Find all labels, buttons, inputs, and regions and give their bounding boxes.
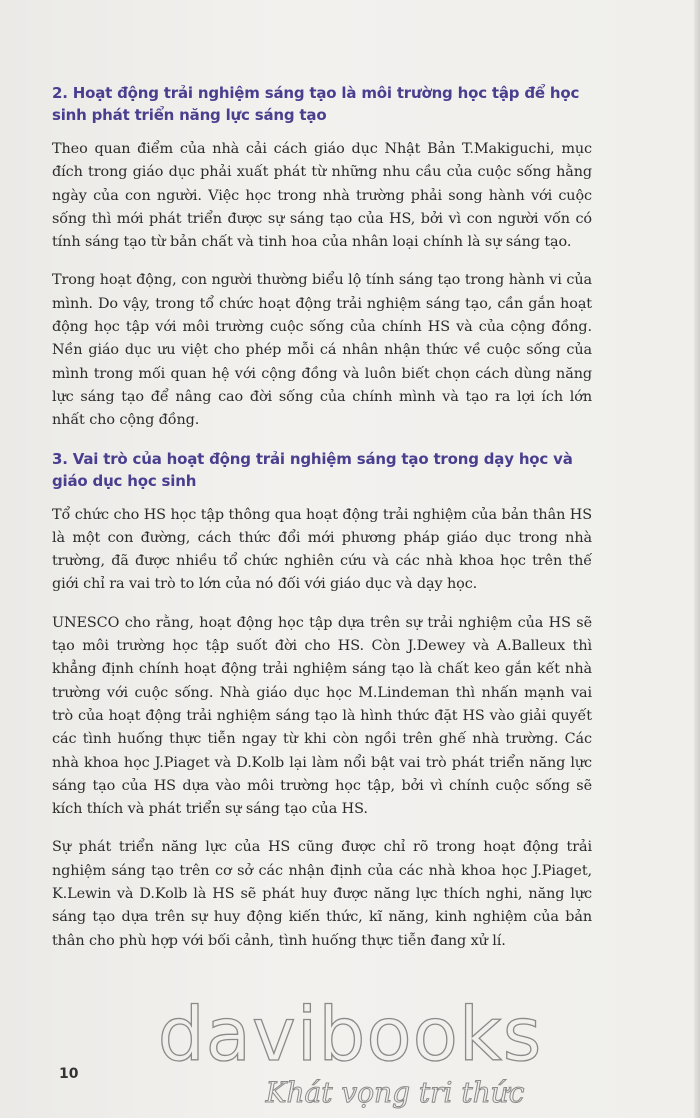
- page-spine-shadow: [694, 0, 700, 1118]
- section-2-paragraph-2: Trong hoạt động, con người thường biểu lộ tính sáng tạo trong hành vi của mình. Do vậy, trong tổ chức hoạt động trải nghiệm sáng tạo, cần gắn hoạt động học tập với môi trường cuộc sống của chính HS và của cộng đồng. Nền giáo dục ưu việt cho phép mỗi cá nhân nhận thức về cuộc sống của mình trong mối quan hệ với cộng đồng và luôn biết chọn cách dùng năng lực sáng tạo để nâng cao đời sống của chính mình và tạo ra lợi ích lớn nhất cho cộng đồng.: [52, 272, 592, 429]
- watermark-slogan: Khát vọng tri thức: [265, 1076, 525, 1109]
- page-number: 10: [59, 1066, 79, 1082]
- section-3-paragraph-3: Sự phát triển năng lực của HS cũng được chỉ rõ trong hoạt động trải nghiệm sáng tạo trên cơ sở các nhận định của các nhà khoa học J.Piaget, K.Lewin và D.Kolb là HS sẽ phát huy được năng lực thích nghi, năng lực sáng tạo dựa trên sự huy động kiến thức, kĩ năng, kinh nghiệm của bản thân cho phù hợp với bối cảnh, tình huống thực tiễn đang xử lí.: [52, 839, 592, 949]
- section-2-paragraph-1: Theo quan điểm của nhà cải cách giáo dục Nhật Bản T.Makiguchi, mục đích trong giáo dục phải xuất phát từ những nhu cầu của cuộc sống hằng ngày của con người. Việc học trong nhà trường phải song hành với cuộc sống thì mới phát triển được sự sáng tạo của HS, bởi vì con người vốn có tính sáng tạo từ bản chất và tinh hoa của nhân loại chính là sự sáng tạo.: [52, 141, 592, 251]
- section-3-paragraph-2: UNESCO cho rằng, hoạt động học tập dựa trên sự trải nghiệm của HS sẽ tạo môi trường học tập suốt đời cho HS. Còn J.Dewey và A.Balleux thì khẳng định chính hoạt động trải nghiệm sáng tạo là chất keo gắn kết nhà trường với cuộc sống. Nhà giáo dục học M.Lindeman thì nhấn mạnh vai trò của hoạt động trải nghiệm sáng tạo là hình thức đặt HS vào giải quyết các tình huống thực tiễn ngay từ khi còn ngồi trên ghế nhà trường. Các nhà khoa học J.Piaget và D.Kolb lại làm nổi bật vai trò phát triển năng lực sáng tạo của HS dựa vào môi trường học tập, bởi vì chính cuộc sống sẽ kích thích và phát triển sự sáng tạo của HS.: [52, 614, 592, 818]
- section-3: [52, 448, 592, 953]
- section-3-paragraph-1: Tổ chức cho HS học tập thông qua hoạt động trải nghiệm của bản thân HS là một con đường, cách thức đổi mới phương pháp giáo dục trong nhà trường, đã được nhiều tổ chức nghiên cứu và các nhà khoa học trên thế giới chỉ ra vai trò to lớn của nó đối với giáo dục và dạy học.: [52, 506, 592, 593]
- watermark-brand: davibooks: [157, 992, 543, 1078]
- page-content: [52, 82, 592, 968]
- section-3-heading: 3. Vai trò của hoạt động trải nghiệm sáng tạo trong dạy học và giáo dục học sinh: [52, 449, 573, 490]
- section-2: [52, 82, 592, 433]
- section-2-heading: 2. Hoạt động trải nghiệm sáng tạo là môi trường học tập để học sinh phát triển năng lực sáng tạo: [52, 84, 580, 124]
